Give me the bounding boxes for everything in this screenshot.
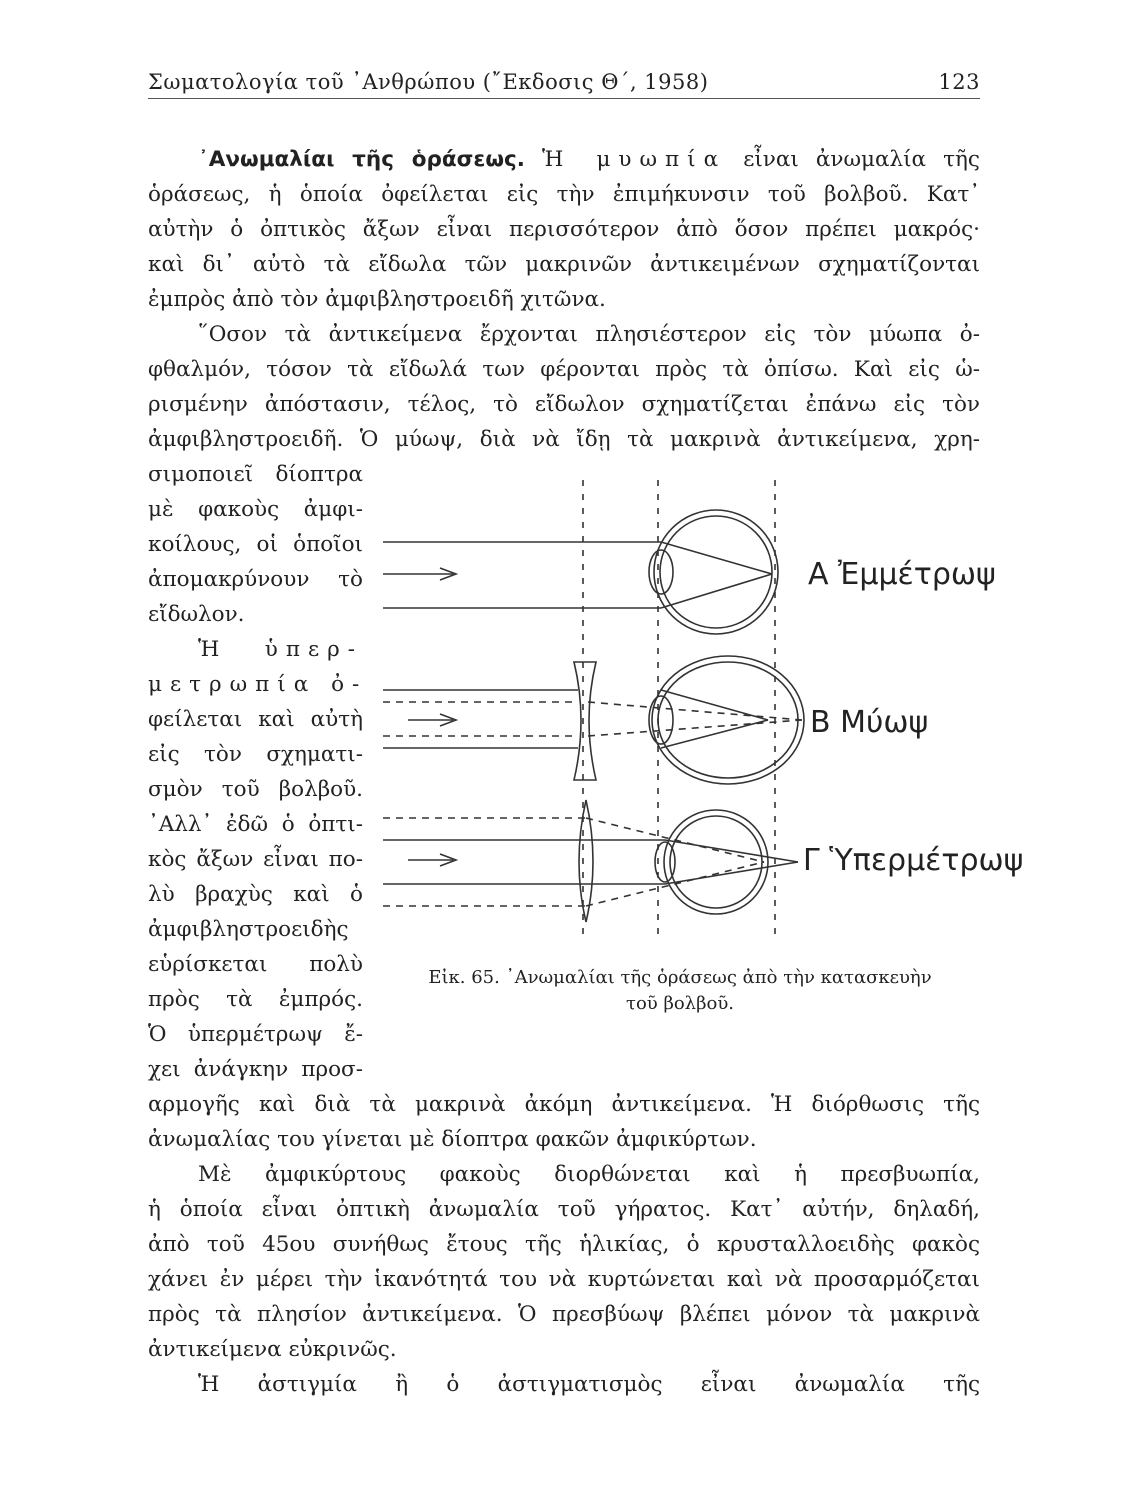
caption-line: Εἰκ. 65. ᾿Ανωμαλίαι τῆς ὁράσεως ἀπὸ τὴν κατασκευὴν <box>428 967 932 988</box>
page-number: 123 <box>938 70 980 94</box>
paragraph-line: μὲ φακοὺς ἀμφι- <box>148 497 363 522</box>
paragraph-line: εἰς τὸν σχηματι- <box>148 742 363 767</box>
paragraph-line: Μὲ ἀμφικύρτους φακοὺς διορθώνεται καὶ ἡ πρεσβυωπία, <box>198 1162 980 1187</box>
label-hypermetropic: Γ Ὑπερμέτρωψ <box>803 843 1024 878</box>
paragraph-line: ᾿Αλλ᾿ ἐδῶ ὁ ὀπτι- <box>148 812 363 837</box>
paragraph-myopia <box>148 142 980 317</box>
paragraph-line: Ἡ ὑπερ- <box>198 637 363 662</box>
paragraph-line: λὺ βραχὺς καὶ ὁ <box>148 882 363 907</box>
caption-line: τοῦ βολβοῦ. <box>625 993 735 1014</box>
paragraph-line: καὶ δι᾿ αὐτὸ τὰ εἴδωλα τῶν μακρινῶν ἀντικειμένων σχηματίζονται <box>148 252 980 277</box>
label-myopic: Β Μύωψ <box>810 705 929 740</box>
ray <box>665 862 798 884</box>
paragraph-hypermetropia-wide <box>148 1087 980 1157</box>
paragraph-line: ἡ ὁποία εἶναι ὀπτικὴ ἀνωμαλία τοῦ γήρατος. Κατ᾿ αὐτήν, δηλαδή, <box>148 1197 980 1222</box>
paragraph-line: φείλεται καὶ αὐτὴ <box>148 707 363 732</box>
line-text: εἶναι ἀνωμαλία τῆς <box>743 147 980 172</box>
label-emmetropic: Α Ἐμμέτρωψ <box>808 557 996 592</box>
eyeball <box>664 810 768 914</box>
eye-myopic <box>383 656 804 784</box>
eyeball-inner <box>670 816 762 908</box>
eyeball <box>652 656 804 784</box>
paragraph-line: εἴδωλον. <box>148 602 245 627</box>
paragraph-line: φθαλμόν, τόσον τὰ εἴδωλά των φέρονται πρὸς τὰ ὀπίσω. Καὶ εἰς ὡ- <box>148 357 980 382</box>
corrected-ray <box>588 720 802 736</box>
paragraph-hypermetropia-narrow <box>148 632 368 1087</box>
paragraph-line: Ἡ ἀστιγμία ἢ ὁ ἀστιγματισμὸς εἶναι ἀνωμαλία τῆς <box>198 1372 980 1397</box>
figure-diagram <box>378 470 1024 940</box>
section-heading: ᾿Ανωμαλίαι τῆς ὁράσεως. <box>198 147 525 172</box>
paragraph-line: αρμογῆς καὶ διὰ τὰ μακρινὰ ἀκόμη ἀντικείμενα. Ἡ διόρθωσις τῆς <box>148 1092 980 1117</box>
paragraph-line <box>148 142 980 177</box>
paragraph-line: χει ἀνάγκην προσ- <box>148 1057 363 1082</box>
ray <box>661 574 772 608</box>
paragraph-line: ῞Οσον τὰ ἀντικείμενα ἔρχονται πλησιέστερον εἰς τὸν μύωπα ὀ- <box>198 322 980 347</box>
paragraph-line: σιμοποιεῖ δίοπτρα <box>148 462 363 487</box>
paragraph-astigmatism <box>148 1367 980 1402</box>
paragraph-line: μετρωπία ὀ- <box>148 672 368 697</box>
figure-caption <box>385 965 975 1017</box>
concave-lens <box>574 662 596 780</box>
paragraph-presbyopia <box>148 1157 980 1367</box>
paragraph-line: πρὸς τὰ ἐμπρός. <box>148 987 363 1012</box>
ray <box>661 690 768 720</box>
header-title: Σωματολογία τοῦ ᾿Ανθρώπου (῎Εκδοσις Θ΄, 1958) <box>148 70 709 94</box>
paragraph-line: πρὸς τὰ πλησίον ἀντικείμενα. Ὁ πρεσβύωψ βλέπει μόνον τὰ μακρινὰ <box>148 1302 980 1327</box>
crystalline-lens <box>649 550 673 594</box>
figure-eye-anomalies <box>378 470 1024 940</box>
paragraph-line: ἀνωμαλίας του γίνεται μὲ δίοπτρα φακῶν ἀμφικύρτων. <box>148 1127 757 1152</box>
paragraph-line: ἀμφιβληστροειδῆ. Ὁ μύωψ, διὰ νὰ ἴδῃ τὰ μακρινὰ ἀντικείμενα, χρη- <box>148 427 980 452</box>
eye-hypermetropic <box>383 800 798 922</box>
paragraph-line: εὑρίσκεται πολὺ <box>148 952 363 977</box>
ray <box>661 542 772 574</box>
paragraph-line: αὐτὴν ὁ ὀπτικὸς ἄξων εἶναι περισσότερον ἀπὸ ὅσον πρέπει μακρός· <box>148 217 980 242</box>
paragraph-line: ἀμφιβληστροειδὴς <box>148 917 349 942</box>
paragraph-myopia-near <box>148 317 980 457</box>
paragraph-line: κοίλους, οἱ ὁποῖοι <box>148 532 363 557</box>
paragraph-myopia-narrow <box>148 457 363 632</box>
paragraph-line: ἀντικείμενα εὐκρινῶς. <box>148 1337 397 1362</box>
paragraph-line: ἀπὸ τοῦ 45ου συνήθως ἔτους τῆς ἡλικίας, ὁ κρυσταλλοειδὴς φακὸς <box>148 1232 980 1257</box>
eyeball-inner <box>658 662 798 778</box>
paragraph-line: ἀπομακρύνουν τὸ <box>148 567 363 592</box>
paragraph-line: Ὁ ὑπερμέτρωψ ἔ- <box>148 1022 363 1047</box>
paragraph-line: χάνει ἐν μέρει τὴν ἱκανότητά του νὰ κυρτώνεται καὶ νὰ προσαρμόζεται <box>148 1267 980 1292</box>
paragraph-line: ρισμένην ἀπόστασιν, τέλος, τὸ εἴδωλον σχηματίζεται ἐπάνω εἰς τὸν <box>148 392 980 417</box>
paragraph-line: ἐμπρὸς ἀπὸ τὸν ἀμφιβληστροειδῆ χιτῶνα. <box>148 287 606 312</box>
ray <box>665 840 798 862</box>
paragraph-line: κὸς ἄξων εἶναι πο- <box>148 847 363 872</box>
paragraph-line: σμὸν τοῦ βολβοῦ. <box>148 777 363 802</box>
paragraph-line: ὁράσεως, ἡ ὁποία ὀφείλεται εἰς τὴν ἐπιμήκυνσιν τοῦ βολβοῦ. Κατ᾿ <box>148 182 980 207</box>
eyeball-inner <box>660 516 772 628</box>
corrected-ray <box>588 702 802 720</box>
eye-emmetropic <box>383 510 778 634</box>
term-myopia: Ἡ μυωπία <box>542 147 727 172</box>
ray <box>661 720 768 748</box>
running-header <box>148 70 980 99</box>
